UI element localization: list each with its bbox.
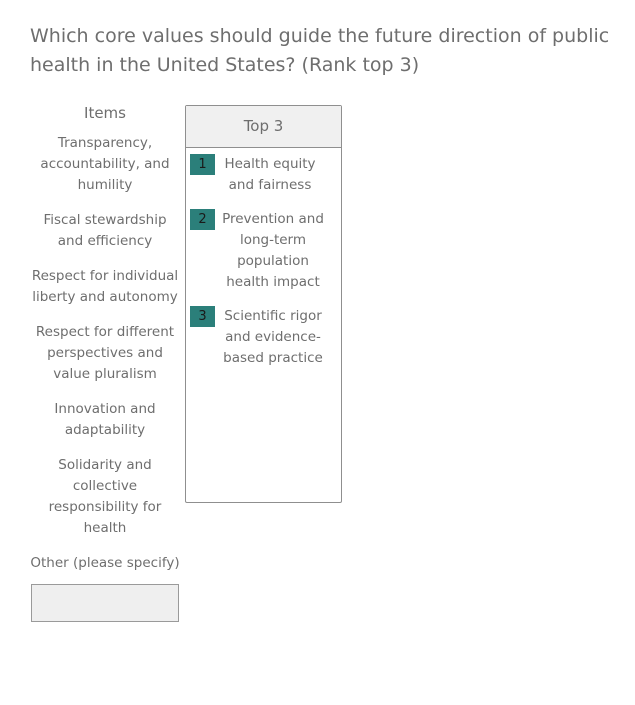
item-fiscal-stewardship[interactable]: Fiscal stewardship and efficiency bbox=[43, 212, 167, 249]
rank-badge-3: 3 bbox=[190, 306, 215, 327]
rank-badge-2: 2 bbox=[190, 209, 215, 230]
ranked-label-3: Scientific rigor and evidence-based practice bbox=[223, 308, 323, 366]
item-innovation[interactable]: Innovation and adaptability bbox=[54, 401, 156, 438]
ranked-list bbox=[186, 148, 341, 369]
rank-badge-1: 1 bbox=[190, 154, 215, 175]
ranked-item-2[interactable] bbox=[186, 209, 341, 293]
ranked-label-2: Prevention and long-term population health impact bbox=[222, 211, 324, 290]
top-3-header: Top 3 bbox=[186, 106, 341, 148]
item-solidarity[interactable]: Solidarity and collective responsibility for health bbox=[48, 457, 162, 536]
ranked-label-1: Health equity and fairness bbox=[224, 156, 316, 193]
item-other[interactable]: Other (please specify) bbox=[30, 555, 180, 571]
item-individual-liberty[interactable]: Respect for individual liberty and autonomy bbox=[31, 268, 179, 305]
item-value-pluralism[interactable]: Respect for different perspectives and value pluralism bbox=[35, 324, 175, 382]
ranked-item-1[interactable] bbox=[186, 154, 341, 196]
items-header: Items bbox=[84, 104, 126, 122]
top-3-group[interactable] bbox=[185, 105, 342, 503]
other-specify-input[interactable] bbox=[31, 584, 179, 622]
items-column bbox=[30, 103, 180, 622]
ranked-item-3[interactable] bbox=[186, 306, 341, 369]
question-text: Which core values should guide the future direction of public health in the United States? (Rank top 3) bbox=[30, 25, 610, 76]
item-transparency[interactable]: Transparency, accountability, and humility bbox=[40, 135, 170, 193]
